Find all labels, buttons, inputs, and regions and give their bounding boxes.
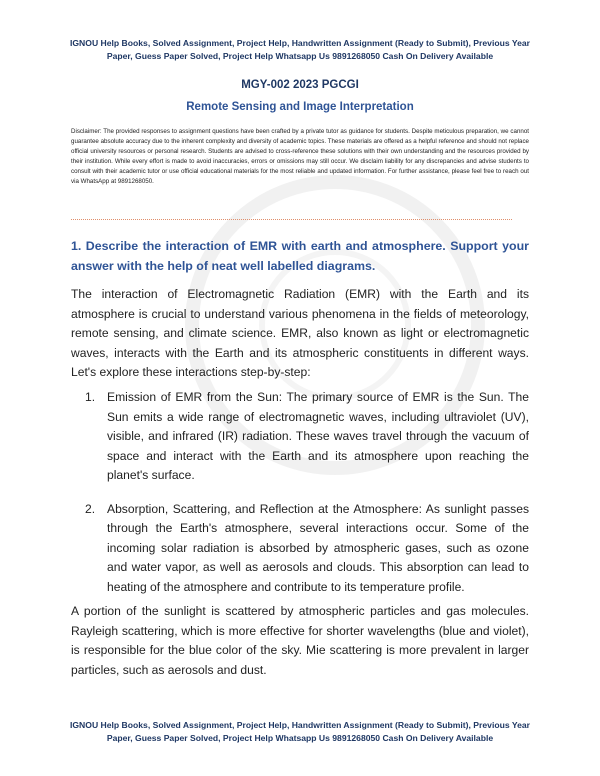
list-item-number: 1. [85, 390, 96, 404]
intro-paragraph: The interaction of Electromagnetic Radiation (EMR) with the Earth and its atmosphere is crucial to understand various phenomena in the fields of meteorology, remote sensing, and climate science. EMR, also known as light or electromagnetic waves, interacts with the Earth and its atmospheric constituents in different ways. Let's explore these interactions step-by-step: [71, 287, 529, 379]
footer-banner: IGNOU Help Books, Solved Assignment, Project Help, Handwritten Assignment (Ready to Submit), Previous Year Paper, Guess Paper Solved, Project Help Whatsapp Us 9891268050 Cash On Delivery Available [69, 720, 531, 743]
divider [71, 219, 512, 220]
list-item-text: Emission of EMR from the Sun: The primary source of EMR is the Sun. The Sun emits a wide range of electromagnetic waves, including ultraviolet (UV), visible, and infrared (IR) radiation. These waves travel through the vacuum of space and interact with the Earth and its atmosphere upon reaching the planet's surface. [107, 390, 529, 482]
list-item-text: Absorption, Scattering, and Reflection at the Atmosphere: As sunlight passes through the Earth's atmosphere, several interactions occur. Some of the incoming solar radiation is absorbed by atmospheric gases, such as ozone and water vapor, as well as aerosols and clouds. This absorption can lead to heating of the atmosphere and contribute to its temperature profile. [107, 501, 529, 594]
list-item [85, 500, 529, 598]
question-heading: 1. Describe the interaction of EMR with earth and atmosphere. Support your answer with the help of neat well labelled diagrams. [71, 239, 529, 273]
interaction-list [85, 388, 529, 611]
list-item [85, 388, 529, 486]
header-banner: IGNOU Help Books, Solved Assignment, Project Help, Handwritten Assignment (Ready to Submit), Previous Year Paper, Guess Paper Solved, Project Help Whatsapp Us 9891268050 Cash On Delivery Available [69, 38, 531, 61]
scattering-paragraph: A portion of the sunlight is scattered by atmospheric particles and gas molecules. Rayleigh scattering, which is more effective for shorter wavelengths (blue and violet), is responsible for the blue color of the sky. Mie scattering is more prevalent in larger particles, such as aerosols and dust. [71, 604, 529, 677]
list-item-number: 2. [85, 501, 96, 516]
course-code: MGY-002 2023 PGCGI [241, 79, 359, 91]
document-title: Remote Sensing and Image Interpretation [186, 101, 414, 113]
disclaimer-text: Disclaimer: The provided responses to assignment questions have been crafted by a private tutor as guidance for students. Despite meticulous preparation, we cannot guarantee absolute accuracy due to the inherent complexity and diversity of academic topics. These materials are offered as a helpful reference and should not replace official university resources or personal research. Students are advised to cross-reference these solutions with their own understanding and the resources provided by their institution. While every effort is made to avoid inaccuracies, errors or omissions may still occur. We disclaim liability for any discrepancies and advise students to consult with their academic tutor or use official educational materials for the most reliable and updated information. For further assistance, please feel free to reach out via WhatsApp at 9891268050. [71, 128, 529, 185]
